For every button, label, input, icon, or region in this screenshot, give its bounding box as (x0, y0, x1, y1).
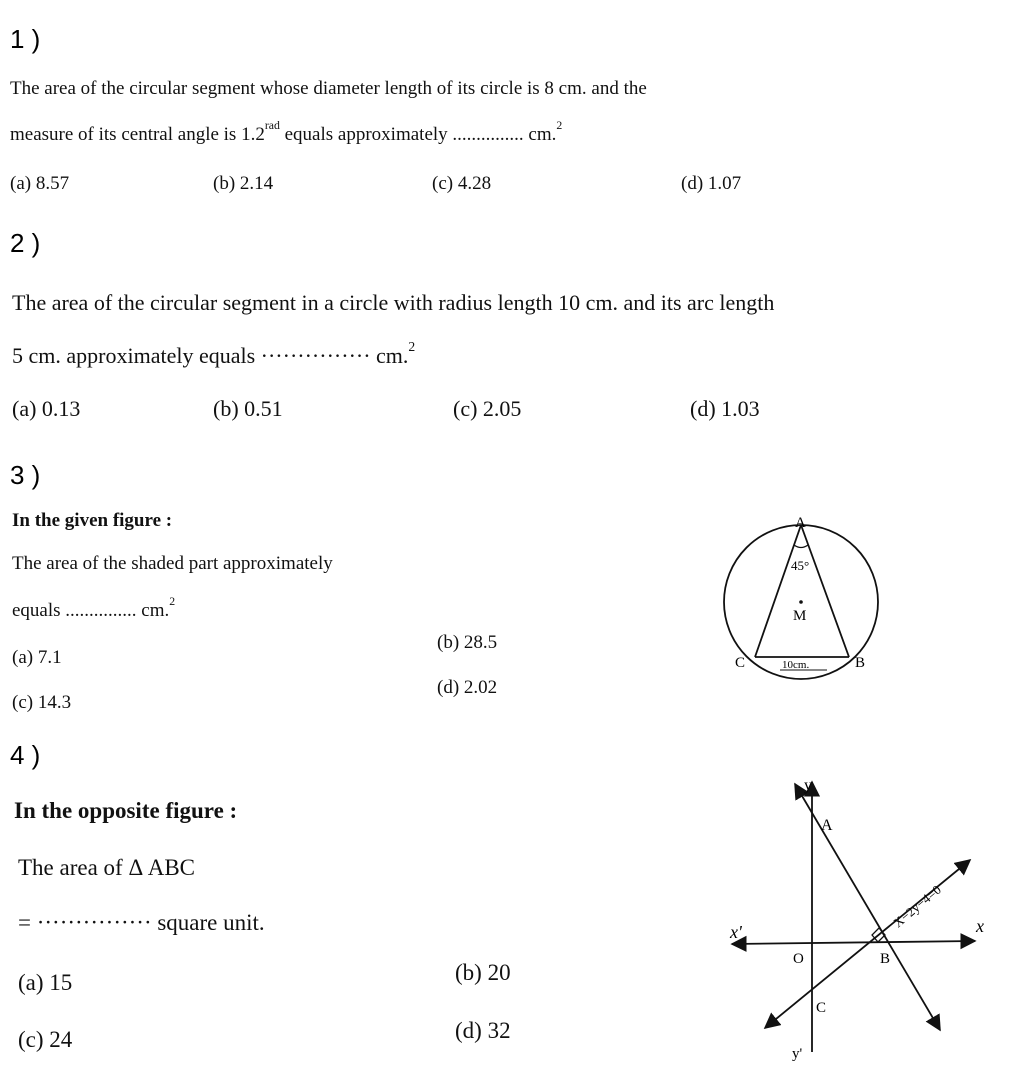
question-4-option-d[interactable]: (d) 32 (455, 1018, 511, 1043)
question-2-option-a[interactable]: (a) 0.13 (12, 396, 81, 421)
angle-label: 45° (791, 558, 810, 573)
question-3-text-line1: The area of the shaded part approximately (12, 553, 333, 574)
question-1-option-d[interactable]: (d) 1.07 (681, 173, 742, 194)
label-b: B (855, 655, 866, 671)
question-3-text-line2: equals ............... cm.$^2$ (12, 595, 176, 621)
question-4-figure (720, 770, 1000, 1065)
label-a: A (795, 515, 806, 531)
question-3-heading: In the given figure : (12, 510, 173, 531)
question-3-option-d[interactable]: (d) 2.02 (437, 677, 498, 698)
question-2-option-d[interactable]: (d) 1.03 (690, 396, 760, 421)
chord-label: 10cm. (782, 659, 810, 671)
question-3-option-c[interactable]: (c) 14.3 (12, 692, 72, 713)
label-y: y (804, 777, 812, 794)
label-x-neg: x' (730, 922, 742, 942)
label-y-neg: y' (792, 1046, 803, 1062)
question-4-text-line1: The area of Δ ABC (18, 855, 196, 880)
question-2-option-b[interactable]: (b) 0.51 (213, 396, 283, 421)
equation-label: X−2y−4=0 (890, 881, 944, 931)
question-1-option-b[interactable]: (b) 2.14 (213, 173, 274, 194)
question-4-option-a[interactable]: (a) 15 (18, 970, 73, 995)
question-1-number: 1 ) (10, 24, 41, 54)
question-4-text-line2: = ··············· square unit. (18, 910, 265, 935)
angle-arc (794, 545, 808, 548)
question-1-text-line2: measure of its central angle is $1.2^{rad}$ equals approximately ............... cm.$^2$ (10, 119, 563, 145)
question-3-option-b[interactable]: (b) 28.5 (437, 632, 498, 653)
question-4-option-c[interactable]: (c) 24 (18, 1027, 73, 1052)
label-o: O (793, 951, 804, 967)
x-axis (732, 941, 975, 944)
triangle-side-ab (801, 525, 849, 657)
question-2-number: 2 ) (10, 228, 41, 258)
question-1-text-line1: The area of the circular segment whose diameter length of its circle is 8 cm. and the (10, 78, 647, 99)
label-m: M (793, 608, 807, 624)
question-1-option-c[interactable]: (c) 4.28 (432, 173, 492, 194)
label-c: C (735, 655, 746, 671)
triangle-side-ac (755, 525, 801, 657)
question-3-option-a[interactable]: (a) 7.1 (12, 647, 62, 668)
label-a: A (821, 817, 833, 834)
question-2-text-line2: 5 cm. approximately equals ··············· cm.$^2$ (12, 338, 416, 368)
label-x: x (976, 916, 984, 936)
label-c: C (816, 1000, 827, 1016)
question-4-heading: In the opposite figure : (14, 798, 238, 823)
question-2-text-line1: The area of the circular segment in a circle with radius length 10 cm. and its arc length (12, 290, 775, 315)
question-4-option-b[interactable]: (b) 20 (455, 960, 511, 985)
question-4-number: 4 ) (10, 740, 41, 770)
question-1-option-a[interactable]: (a) 8.57 (10, 173, 70, 194)
question-3-figure (715, 512, 885, 682)
question-3-number: 3 ) (10, 460, 41, 490)
question-2-option-c[interactable]: (c) 2.05 (453, 396, 522, 421)
center-point (799, 600, 803, 604)
label-b: B (880, 951, 891, 967)
